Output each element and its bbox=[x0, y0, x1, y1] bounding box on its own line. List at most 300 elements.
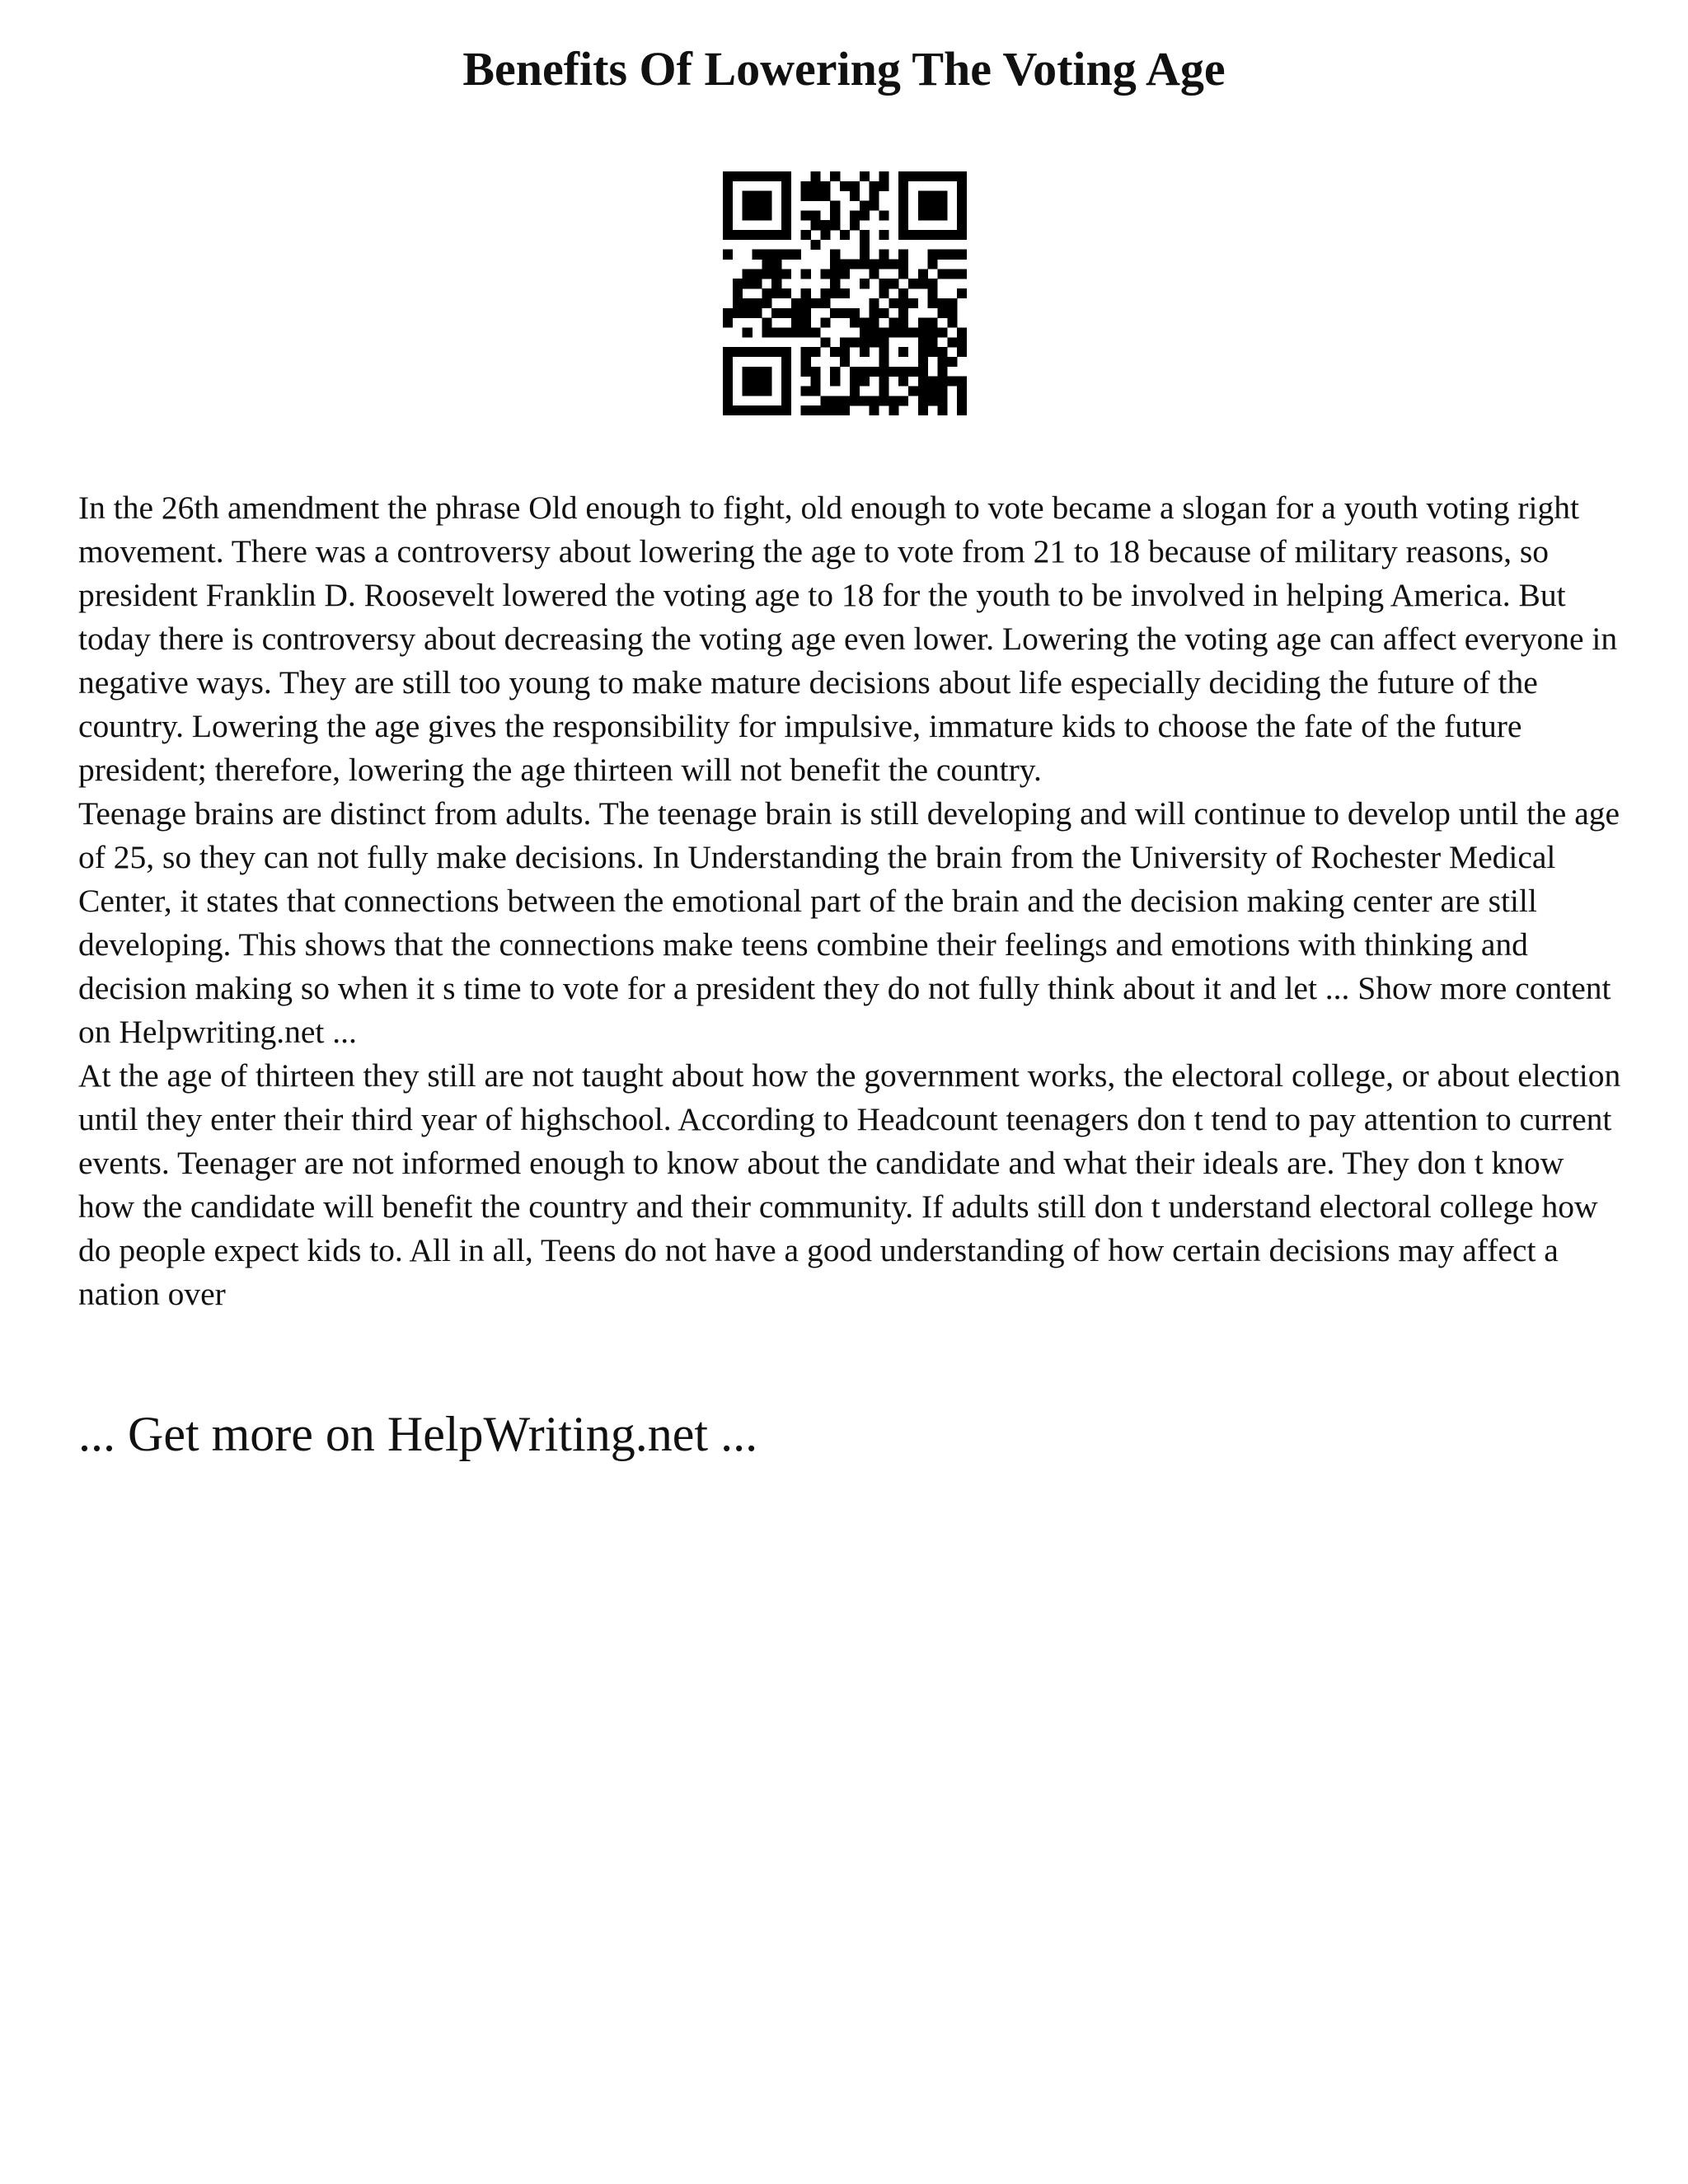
qr-module bbox=[879, 288, 889, 298]
qr-module bbox=[957, 201, 967, 211]
qr-module bbox=[811, 347, 821, 357]
qr-module bbox=[879, 377, 889, 387]
qr-module bbox=[753, 386, 762, 396]
qr-module bbox=[801, 181, 811, 191]
qr-module bbox=[918, 279, 928, 288]
qr-module bbox=[801, 357, 811, 367]
qr-module bbox=[840, 230, 850, 240]
qr-module bbox=[753, 201, 762, 211]
qr-module bbox=[733, 279, 743, 288]
qr-module bbox=[781, 181, 791, 191]
qr-module bbox=[889, 405, 898, 415]
qr-module bbox=[898, 318, 908, 328]
qr-module bbox=[840, 288, 850, 298]
paragraph-intro: In the 26th amendment the phrase Old enough to fight, old enough to vote became a slogan for a youth voting right movement. There was a controversy about lowering the age to vote from 21 to 18 because of military reasons, so president Franklin D. Roosevelt lowered the voting age to 18 for the youth to be involved in helping America. But today there is controversy about decreasing the voting age even lower. Lowering the voting age can affect everyone in negative ways. They are still too young to make mature decisions about life especially deciding the future of the country. Lowering the age gives the responsibility for impulsive, immature kids to choose the fate of the future president; therefore, lowering the age thirteen will not benefit the country. bbox=[78, 490, 1618, 788]
qr-module bbox=[830, 250, 840, 260]
qr-module bbox=[850, 220, 860, 230]
qr-module bbox=[781, 377, 791, 387]
qr-module bbox=[879, 327, 889, 337]
qr-module bbox=[781, 357, 791, 367]
qr-module bbox=[753, 210, 762, 220]
qr-module bbox=[957, 230, 967, 240]
qr-module bbox=[937, 171, 947, 181]
qr-module bbox=[928, 318, 938, 328]
qr-module bbox=[781, 230, 791, 240]
qr-module bbox=[947, 298, 957, 308]
qr-module bbox=[918, 357, 928, 367]
qr-module bbox=[781, 288, 791, 298]
qr-module bbox=[860, 240, 870, 250]
qr-module bbox=[820, 337, 830, 347]
qr-module bbox=[870, 405, 879, 415]
qr-module bbox=[743, 171, 753, 181]
qr-module bbox=[937, 191, 947, 201]
qr-module bbox=[781, 367, 791, 377]
qr-module bbox=[723, 308, 733, 318]
qr-module bbox=[781, 405, 791, 415]
qr-module bbox=[957, 220, 967, 230]
qr-module bbox=[820, 230, 830, 240]
qr-module bbox=[947, 308, 957, 318]
qr-module bbox=[753, 405, 762, 415]
qr-module bbox=[957, 210, 967, 220]
qr-module bbox=[937, 396, 947, 405]
qr-module bbox=[947, 230, 957, 240]
qr-module bbox=[898, 220, 908, 230]
qr-module bbox=[723, 318, 733, 328]
qr-module bbox=[889, 279, 898, 288]
qr-module bbox=[781, 308, 791, 318]
qr-module bbox=[781, 396, 791, 405]
qr-module bbox=[898, 288, 908, 298]
paragraph-teenage-brains: Teenage brains are distinct from adults. The teenage brain is still developing and will continue to develop until the age of 25, so they can not fully make decisions. In Understanding the brain from the University of Rochester Medical Center, it states that connections between the emotional part of the brain and the decision making center are still developing. This shows that the connections make teens combine their feelings and emotions with thinking and decision making so when it s time to vote for a president they do not fully think about it and let ... Show more content on Helpwriting.net ... bbox=[78, 795, 1620, 1050]
qr-module bbox=[830, 279, 840, 288]
qr-module bbox=[830, 201, 840, 211]
qr-module bbox=[898, 269, 908, 279]
qr-module bbox=[957, 327, 967, 337]
qr-module bbox=[811, 327, 821, 337]
qr-module bbox=[850, 377, 860, 387]
qr-module bbox=[762, 288, 771, 298]
qr-module bbox=[947, 337, 957, 347]
qr-module bbox=[908, 367, 918, 377]
qr-module bbox=[860, 279, 870, 288]
qr-module bbox=[811, 298, 821, 308]
qr-module bbox=[860, 347, 870, 357]
qr-module bbox=[830, 308, 840, 318]
qr-module bbox=[743, 405, 753, 415]
qr-module bbox=[743, 367, 753, 377]
paragraph-education: At the age of thirteen they still are not taught about how the government works, the electoral college, or about election until they enter their third year of highschool. According to Headcount teenagers don t tend to pay attention to current events. Teenager are not informed enough to know about the candidate and what their ideals are. They don t know how the candidate will benefit the country and their community. If adults still don t understand electoral college how do people expect kids to. All in all, Teens do not have a good understanding of how certain decisions may affect a nation over bbox=[78, 1057, 1621, 1312]
qr-module bbox=[840, 405, 850, 415]
qr-code-icon bbox=[723, 171, 967, 415]
qr-module bbox=[820, 269, 830, 279]
qr-module bbox=[743, 327, 753, 337]
qr-module bbox=[918, 405, 928, 415]
qr-module bbox=[860, 377, 870, 387]
qr-module bbox=[870, 260, 879, 269]
qr-module bbox=[723, 386, 733, 396]
qr-module bbox=[743, 210, 753, 220]
qr-module bbox=[889, 260, 898, 269]
qr-module bbox=[937, 357, 947, 367]
qr-module bbox=[771, 250, 781, 260]
qr-module bbox=[811, 240, 821, 250]
qr-module bbox=[791, 308, 801, 318]
qr-module bbox=[781, 191, 791, 201]
qr-module bbox=[830, 220, 840, 230]
qr-module bbox=[811, 220, 821, 230]
qr-module bbox=[879, 308, 889, 318]
qr-module bbox=[947, 318, 957, 328]
qr-module bbox=[918, 269, 928, 279]
qr-module bbox=[928, 191, 938, 201]
qr-module bbox=[957, 269, 967, 279]
qr-module bbox=[870, 367, 879, 377]
qr-module bbox=[723, 347, 733, 357]
qr-module bbox=[743, 298, 753, 308]
qr-module bbox=[860, 260, 870, 269]
qr-module bbox=[820, 288, 830, 298]
qr-module bbox=[947, 250, 957, 260]
qr-module bbox=[928, 210, 938, 220]
qr-module bbox=[781, 347, 791, 357]
qr-module bbox=[860, 230, 870, 240]
qr-module bbox=[937, 327, 947, 337]
qr-module bbox=[937, 201, 947, 211]
qr-module bbox=[889, 327, 898, 337]
qr-module bbox=[743, 308, 753, 318]
qr-module bbox=[908, 298, 918, 308]
qr-module bbox=[733, 308, 743, 318]
qr-module bbox=[830, 347, 840, 357]
qr-module bbox=[937, 230, 947, 240]
qr-module bbox=[743, 347, 753, 357]
qr-module bbox=[898, 201, 908, 211]
qr-module bbox=[781, 386, 791, 396]
qr-module bbox=[918, 171, 928, 181]
qr-module bbox=[879, 357, 889, 367]
qr-module bbox=[957, 347, 967, 357]
qr-module bbox=[928, 288, 938, 298]
qr-code-graphic bbox=[723, 171, 967, 415]
get-more-link[interactable]: ... Get more on HelpWriting.net ... bbox=[78, 1407, 758, 1461]
qr-module bbox=[918, 377, 928, 387]
qr-module bbox=[811, 386, 821, 396]
qr-module bbox=[762, 191, 771, 201]
qr-module bbox=[762, 171, 771, 181]
qr-module bbox=[879, 250, 889, 260]
qr-module bbox=[771, 405, 781, 415]
qr-module bbox=[830, 377, 840, 387]
qr-module bbox=[733, 298, 743, 308]
qr-module bbox=[850, 181, 860, 191]
qr-module bbox=[850, 367, 860, 377]
qr-module bbox=[957, 337, 967, 347]
qr-module bbox=[957, 405, 967, 415]
qr-module bbox=[889, 396, 898, 405]
qr-module bbox=[928, 171, 938, 181]
qr-module bbox=[898, 250, 908, 260]
qr-module bbox=[801, 298, 811, 308]
qr-module bbox=[898, 377, 908, 387]
qr-module bbox=[830, 288, 840, 298]
qr-module bbox=[889, 298, 898, 308]
qr-module bbox=[723, 210, 733, 220]
qr-module bbox=[723, 250, 733, 260]
qr-module bbox=[947, 377, 957, 387]
qr-module bbox=[889, 367, 898, 377]
qr-module bbox=[801, 308, 811, 318]
qr-module bbox=[898, 230, 908, 240]
qr-module bbox=[860, 337, 870, 347]
qr-module bbox=[898, 327, 908, 337]
qr-module bbox=[898, 171, 908, 181]
qr-module bbox=[753, 230, 762, 240]
qr-module bbox=[918, 230, 928, 240]
qr-module bbox=[928, 327, 938, 337]
qr-module bbox=[723, 377, 733, 387]
qr-module bbox=[918, 210, 928, 220]
qr-module bbox=[753, 191, 762, 201]
qr-module bbox=[762, 347, 771, 357]
qr-module bbox=[743, 201, 753, 211]
qr-module bbox=[830, 269, 840, 279]
qr-module bbox=[908, 386, 918, 396]
qr-module bbox=[870, 269, 879, 279]
qr-module bbox=[937, 298, 947, 308]
qr-module bbox=[860, 367, 870, 377]
qr-module bbox=[918, 191, 928, 201]
qr-module bbox=[733, 230, 743, 240]
qr-module bbox=[928, 386, 938, 396]
qr-module bbox=[850, 260, 860, 269]
qr-module bbox=[918, 318, 928, 328]
qr-module bbox=[723, 220, 733, 230]
qr-module bbox=[860, 327, 870, 337]
qr-module bbox=[957, 181, 967, 191]
qr-module bbox=[830, 171, 840, 181]
qr-module bbox=[743, 191, 753, 201]
qr-module bbox=[743, 230, 753, 240]
qr-module bbox=[781, 171, 791, 181]
qr-module bbox=[918, 367, 928, 377]
qr-module bbox=[898, 347, 908, 357]
qr-module bbox=[830, 405, 840, 415]
qr-module bbox=[918, 201, 928, 211]
qr-module bbox=[811, 367, 821, 377]
qr-module bbox=[898, 396, 908, 405]
qr-module bbox=[840, 347, 850, 357]
article-body bbox=[78, 486, 1628, 1316]
qr-module bbox=[879, 210, 889, 220]
qr-module bbox=[733, 347, 743, 357]
qr-module bbox=[850, 337, 860, 347]
qr-module bbox=[762, 298, 771, 308]
qr-module bbox=[850, 386, 860, 396]
qr-module bbox=[870, 298, 879, 308]
qr-module bbox=[898, 298, 908, 308]
qr-module bbox=[860, 210, 870, 220]
qr-module bbox=[723, 367, 733, 377]
qr-module bbox=[723, 230, 733, 240]
qr-module bbox=[918, 386, 928, 396]
qr-module bbox=[801, 405, 811, 415]
qr-module bbox=[781, 250, 791, 260]
qr-module bbox=[928, 337, 938, 347]
qr-module bbox=[820, 405, 830, 415]
qr-module bbox=[771, 288, 781, 298]
qr-module bbox=[908, 230, 918, 240]
qr-module bbox=[723, 191, 733, 201]
qr-module bbox=[762, 260, 771, 269]
qr-module bbox=[879, 171, 889, 181]
qr-module bbox=[723, 405, 733, 415]
qr-module bbox=[753, 171, 762, 181]
qr-module bbox=[957, 191, 967, 201]
qr-module bbox=[801, 269, 811, 279]
qr-module bbox=[918, 396, 928, 405]
qr-module bbox=[753, 377, 762, 387]
qr-module bbox=[860, 171, 870, 181]
qr-module bbox=[762, 269, 771, 279]
qr-module bbox=[771, 279, 781, 288]
qr-module bbox=[947, 269, 957, 279]
qr-module bbox=[957, 171, 967, 181]
qr-module bbox=[781, 201, 791, 211]
qr-module bbox=[743, 279, 753, 288]
qr-module bbox=[879, 396, 889, 405]
qr-module bbox=[850, 308, 860, 318]
qr-module bbox=[771, 230, 781, 240]
qr-module bbox=[840, 181, 850, 191]
qr-module bbox=[937, 269, 947, 279]
qr-module bbox=[771, 327, 781, 337]
qr-module bbox=[928, 298, 938, 308]
qr-module bbox=[811, 377, 821, 387]
qr-module bbox=[908, 171, 918, 181]
qr-module bbox=[781, 220, 791, 230]
qr-module bbox=[791, 318, 801, 328]
qr-module bbox=[820, 318, 830, 328]
qr-module bbox=[830, 260, 840, 269]
qr-module bbox=[762, 318, 771, 328]
qr-module bbox=[928, 201, 938, 211]
qr-module bbox=[771, 171, 781, 181]
qr-module bbox=[860, 201, 870, 211]
qr-module bbox=[898, 367, 908, 377]
qr-module bbox=[870, 191, 879, 201]
qr-module bbox=[743, 386, 753, 396]
qr-module bbox=[781, 327, 791, 337]
qr-module bbox=[860, 396, 870, 405]
qr-module bbox=[830, 367, 840, 377]
qr-module bbox=[928, 396, 938, 405]
qr-module bbox=[908, 327, 918, 337]
qr-module bbox=[811, 191, 821, 201]
qr-module bbox=[908, 279, 918, 288]
qr-module bbox=[820, 191, 830, 201]
qr-module bbox=[753, 279, 762, 288]
qr-module bbox=[937, 405, 947, 415]
qr-module bbox=[928, 230, 938, 240]
qr-module bbox=[743, 269, 753, 279]
qr-module bbox=[937, 210, 947, 220]
qr-module bbox=[820, 220, 830, 230]
qr-module bbox=[889, 318, 898, 328]
qr-module bbox=[947, 171, 957, 181]
qr-module bbox=[840, 357, 850, 367]
qr-module bbox=[801, 386, 811, 396]
qr-module bbox=[753, 269, 762, 279]
qr-module bbox=[957, 386, 967, 396]
qr-module bbox=[840, 260, 850, 269]
qr-module bbox=[928, 347, 938, 357]
qr-module bbox=[840, 337, 850, 347]
qr-module bbox=[879, 230, 889, 240]
qr-module bbox=[791, 298, 801, 308]
qr-module bbox=[937, 377, 947, 387]
qr-module bbox=[801, 210, 811, 220]
qr-module bbox=[928, 260, 938, 269]
qr-module bbox=[879, 279, 889, 288]
qr-module bbox=[762, 230, 771, 240]
qr-module bbox=[743, 377, 753, 387]
qr-module bbox=[918, 347, 928, 357]
qr-module bbox=[937, 347, 947, 357]
qr-module bbox=[898, 210, 908, 220]
qr-module bbox=[801, 288, 811, 298]
qr-module bbox=[753, 347, 762, 357]
qr-module bbox=[860, 250, 870, 260]
qr-module bbox=[820, 396, 830, 405]
qr-module bbox=[733, 171, 743, 181]
qr-module bbox=[870, 308, 879, 318]
qr-module bbox=[957, 288, 967, 298]
qr-module bbox=[947, 357, 957, 367]
qr-module bbox=[870, 396, 879, 405]
qr-module bbox=[762, 386, 771, 396]
qr-module bbox=[723, 171, 733, 181]
qr-module bbox=[840, 396, 850, 405]
qr-module bbox=[957, 396, 967, 405]
qr-module bbox=[753, 308, 762, 318]
qr-module bbox=[860, 318, 870, 328]
qr-module bbox=[753, 367, 762, 377]
qr-module bbox=[879, 260, 889, 269]
qr-module bbox=[820, 181, 830, 191]
document-title: Benefits Of Lowering The Voting Age bbox=[462, 42, 1226, 96]
qr-module bbox=[723, 201, 733, 211]
qr-module bbox=[918, 327, 928, 337]
qr-module bbox=[801, 230, 811, 240]
qr-module bbox=[879, 181, 889, 191]
qr-module bbox=[762, 250, 771, 260]
qr-module bbox=[937, 308, 947, 318]
qr-module bbox=[753, 250, 762, 260]
qr-module bbox=[801, 367, 811, 377]
qr-module bbox=[937, 367, 947, 377]
qr-module bbox=[762, 201, 771, 211]
qr-module bbox=[937, 386, 947, 396]
qr-module bbox=[830, 210, 840, 220]
qr-module bbox=[937, 250, 947, 260]
qr-module bbox=[870, 181, 879, 191]
qr-module bbox=[733, 405, 743, 415]
qr-module bbox=[898, 308, 908, 318]
qr-module bbox=[762, 405, 771, 415]
qr-module bbox=[762, 210, 771, 220]
